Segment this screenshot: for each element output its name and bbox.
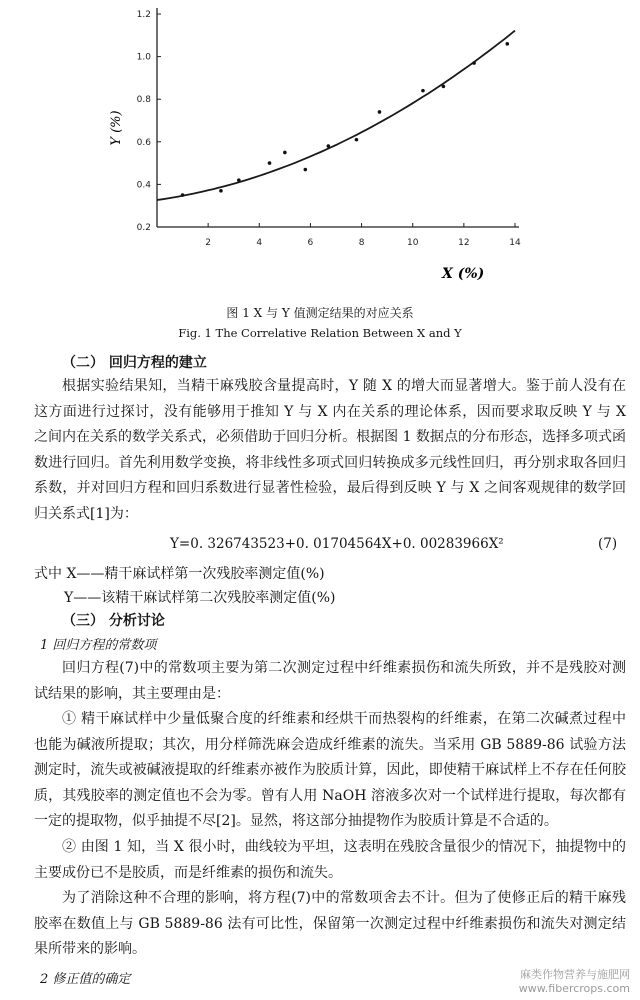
y-tick-label: 0.6 [136, 137, 151, 148]
where-y-definition: Y——该精干麻试样第二次残胶率测定值(%) [64, 590, 336, 606]
data-point [327, 144, 331, 148]
data-point [506, 42, 510, 46]
regression-curve [157, 31, 515, 200]
data-point [442, 85, 446, 89]
where-x-definition: 式中 X——精干麻试样第一次残胶率测定值(%) [34, 566, 325, 582]
data-points [181, 42, 509, 197]
y-tick-label: 1.0 [136, 52, 151, 63]
y-axis-label: Y (%) [109, 110, 124, 146]
data-point [472, 61, 476, 65]
watermark-line-1: 麻类作物营养与施肥网 [520, 968, 630, 981]
data-point [268, 161, 272, 165]
x-tick-label: 14 [509, 238, 521, 248]
y-tick-label: 0.8 [136, 95, 151, 106]
data-point [181, 193, 185, 197]
y-tick-label: 1.2 [136, 10, 151, 20]
y-tick-label: 0.2 [136, 223, 151, 233]
regression-equation: Y=0. 326743523+0. 01704564X+0. 00283966X² [170, 536, 504, 552]
paragraph-constant-term: 回归方程(7)中的常数项主要为第二次测定过程中纤维素损伤和流失所致，并不是残胶对测试结果的影响，其主要理由是： [34, 660, 626, 702]
y-tick-label: 0.4 [136, 180, 151, 191]
paragraph-regression: 根据实验结果知，当精干麻残胶含量提高时，Y 随 X 的增大而显著增大。鉴于前人没有在这方面进行过探讨，没有能够用于推知 Y 与 X 内在关系的理论体系，因而要求取反映 Y 与 X 之间内在关系的数学关系式，必须借助于回归分析。根据图 1 数据点的分布形态，选择多项式函数进行回归。首先利用数学变换，将非线性多项式回归转换成多元线性回归，再分别求取各回归系数，并对回归方程和回归系数进行显著性检验，最后得到反映 Y 与 X 之间客观规律的数学回归关系式[1]为： [34, 378, 626, 522]
data-point [355, 138, 359, 142]
x-tick-label: 12 [458, 238, 470, 248]
x-tick-label: 6 [307, 238, 314, 248]
data-point [237, 178, 241, 182]
data-point [421, 89, 425, 93]
x-axis-label: X (%) [442, 266, 485, 282]
data-point [219, 189, 223, 193]
data-point [283, 151, 287, 155]
data-point [378, 110, 382, 114]
chart-axes [157, 8, 519, 227]
list-item-2: ② 由图 1 知，当 X 很小时，曲线较为平坦，这表明在残胶含量很少的情况下，抽提物中的主要成份已不是胶质，而是纤维素的损伤和流失。 [34, 839, 626, 881]
figure-caption-en: Fig. 1 The Correlative Relation Between X and Y [178, 326, 462, 340]
watermark-line-2: www.fibercrops.com [518, 982, 630, 995]
data-point [304, 168, 308, 172]
subheading-constant-term: 1 回归方程的常数项 [40, 638, 157, 653]
watermark [519, 968, 630, 996]
paragraph-correction: 为了消除这种不合理的影响，将方程(7)中的常数项舍去不计。但为了使修正后的精干麻残胶率在数值上与 GB 5889-86 法有可比性，保留第一次测定过程中纤维素损伤和流失对测定结果所带来的影响。 [34, 890, 626, 957]
x-tick-label: 2 [205, 238, 212, 248]
equation-number: (7) [598, 536, 618, 552]
section-heading-regression: （二） 回归方程的建立 [62, 355, 207, 371]
x-tick-label: 10 [406, 238, 419, 248]
list-item-1: ① 精干麻试样中少量低聚合度的纤维素和经烘干而热裂构的纤维素，在第二次碱煮过程中也能为碱液所提取；其次，用分样筛洗麻会造成纤维素的流失。当采用 GB 5889-86 试验方法测定时，流失或被碱液提取的纤维素亦被作为胶质计算，因此，即使精干麻试样上不存在任何胶质，其残胶率的测定值也不会为零。曾有人用 NaOH 溶液多次对一个试样进行提取，每次都有一定的提取物，似乎抽提不尽[2]。显然，将这部分抽提物作为胶质计算是不合适的。 [34, 711, 626, 829]
x-tick-label: 8 [358, 238, 365, 248]
subheading-correction-value: 2 修正值的确定 [40, 972, 131, 987]
figure-caption-cn: 图 1 X 与 Y 值测定结果的对应关系 [226, 306, 414, 320]
section-heading-discussion: （三） 分析讨论 [62, 613, 165, 629]
scatter-chart [0, 0, 640, 300]
x-tick-label: 4 [256, 238, 263, 248]
